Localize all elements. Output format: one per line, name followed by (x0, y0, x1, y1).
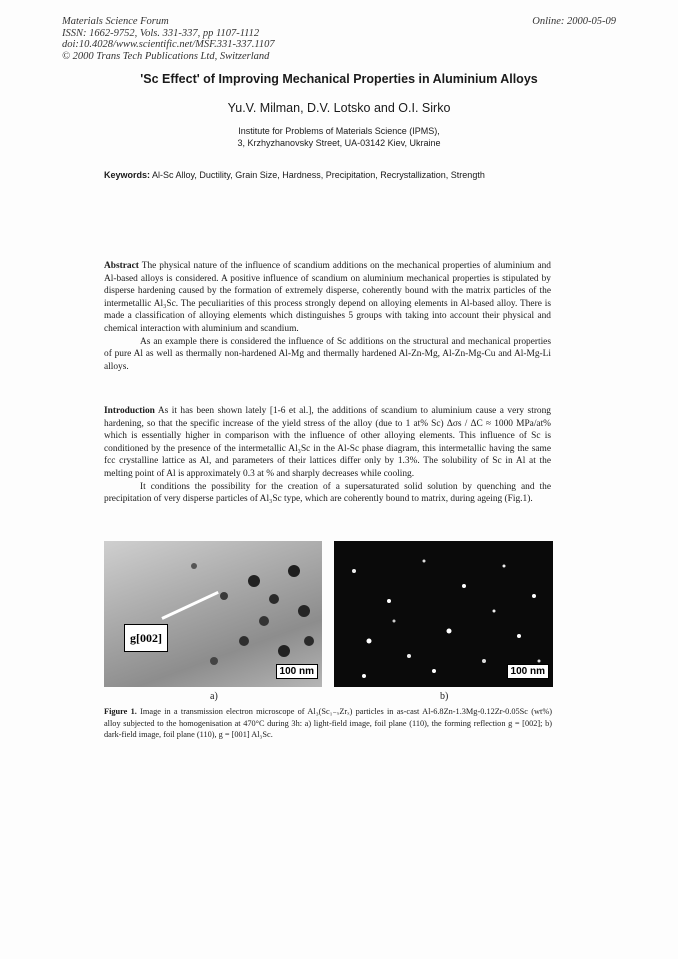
affiliation-line-1: Institute for Problems of Materials Science (IPMS), (238, 126, 440, 136)
abstract-label: Abstract (104, 261, 139, 271)
journal-name: Materials Science Forum (62, 16, 169, 27)
keywords-label: Keywords: (104, 170, 151, 180)
introduction-paragraph-2: It conditions the possibility for the creation of a supersaturated solid solution by quenching and the precipitation of very disperse particles of Al₃Sc type, which are coherently bound to matrix, during ageing (Fig.1). (104, 481, 551, 505)
figure-label-b: b) (440, 691, 449, 702)
keywords (104, 170, 574, 180)
figure-caption-text: Image in a transmission electron microscope of Al₃(Sc₁₋ₓZrₓ) particles in as-cast Al-6.8Zn-1.3Mg-0.12Zr-0.05Sc (wt%) alloy subjected to the homogenisation at 470°C during 3h: a) light-field image, foil plane (110), the forming reflection g = [002]; b) dark-field image, foil plane (110), g = [001] Al₃Sc. (104, 707, 553, 739)
affiliation-line-2: 3, Krzhyzhanovsky Street, UA-03142 Kiev, Ukraine (237, 138, 441, 148)
abstract-section (104, 260, 551, 373)
figure-label-a: a) (210, 691, 218, 702)
keywords-text: Al-Sc Alloy, Ductility, Grain Size, Hardness, Precipitation, Recrystallization, Strength (152, 170, 485, 180)
introduction-section (104, 405, 551, 506)
tem-dark-field-image (334, 541, 553, 687)
reflection-label: g[002] (124, 624, 168, 652)
issn-line: ISSN: 1662-9752, Vols. 331-337, pp 1107-1112 (62, 27, 260, 39)
online-date: Online: 2000-05-09 (532, 16, 616, 27)
doi-line: doi:10.4028/www.scientific.net/MSF.331-337.1107 (62, 39, 275, 50)
paper-title: 'Sc Effect' of Improving Mechanical Properties in Aluminium Alloys (140, 72, 538, 86)
affiliation (0, 125, 678, 149)
abstract-paragraph-2: As an example there is considered the influence of Sc additions on the structural and mechanical properties of pure Al as well as thermally non-hardened Al-Mg and thermally hardened Al-Zn-Mg, Al-Zn-Mg-Cu and Al-Mg-Li alloys. (104, 336, 551, 372)
figure-caption-label: Figure 1. (104, 707, 137, 716)
scale-bar-a: 100 nm (276, 664, 318, 679)
copyright-line: © 2000 Trans Tech Publications Ltd, Switzerland (62, 50, 270, 62)
authors: Yu.V. Milman, D.V. Lotsko and O.I. Sirko (227, 101, 451, 115)
introduction-label: Introduction (104, 406, 155, 416)
journal-header (62, 16, 275, 62)
introduction-paragraph-1: As it has been shown lately [1-6 et al.], the additions of scandium to aluminium cause a very strong hardening, so that the specific increase of the yield stress of the alloy (due to 1 at% Sc) Δσs / ΔC ≈ 1000 MPa/at% which is essentially higher in comparison with the influence of other alloying elements. This influence of Sc is conditioned by the presence of the intermetallic Al₃Sc in the Al-Sc phase diagram, this intermetallic having the same fcc crystalline lattice as Al, and parameters of their lattices differ only by 1.3%. The solubility of Sc in Al at the melting point of Al is approximately 0.3 at % and sharply decreases while cooling. (104, 406, 551, 479)
abstract-paragraph-1: The physical nature of the influence of scandium additions on the mechanical properties of aluminium and Al-based alloys is considered. A positive influence of scandium on aluminium mechanical properties is stipulated by disperse hardening caused by the formation of extremely disperse, coherently bound with the matrix particles of the intermetallic Al₃Sc. The peculiarities of this process strongly depend on alloying elements in Al-based alloy. There is made a classification of alloying elements which distinguishes 5 groups with taking into account their physical and chemical interaction with aluminium and scandium. (104, 261, 551, 334)
figure-caption (104, 706, 552, 741)
scale-bar-b: 100 nm (507, 664, 549, 679)
tem-bright-field-image (104, 541, 322, 687)
